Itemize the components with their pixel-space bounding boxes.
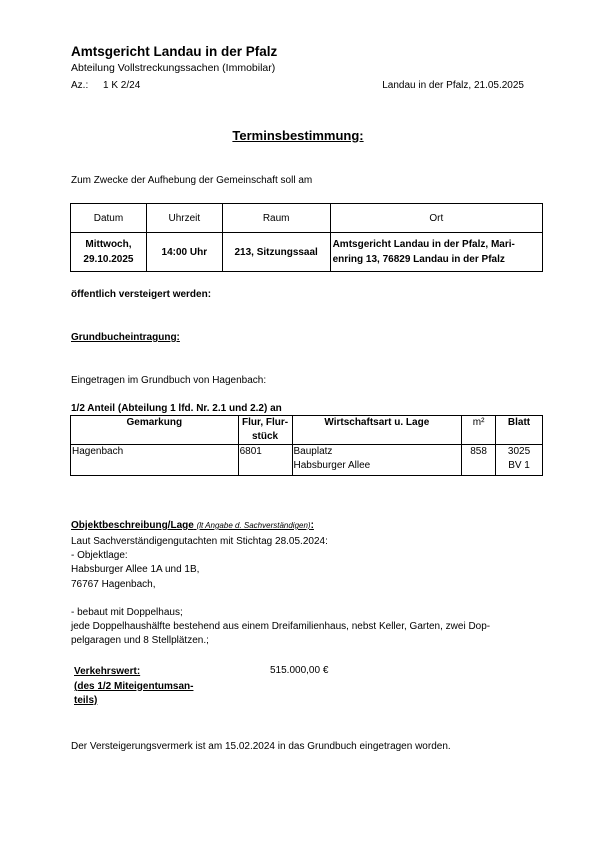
header-flur-line1: Flur, Flur-	[241, 417, 289, 428]
department: Abteilung Vollstreckungssachen (Immobilar)	[71, 62, 276, 74]
land-register-row	[71, 445, 543, 476]
object-heading-note: (lt Angabe d. Sachverständigen)	[196, 521, 311, 530]
header-blatt: Blatt	[496, 416, 543, 445]
file-number: 1 K 2/24	[103, 80, 141, 91]
blatt-line1: 3025	[507, 446, 531, 457]
object-line: 76767 Hagenbach,	[71, 578, 156, 590]
cell-flur: 6801	[238, 445, 292, 476]
header-gemarkung: Gemarkung	[71, 416, 239, 445]
datum-line2: 29.10.2025	[83, 254, 134, 265]
document-title: Terminsbestimmung:	[232, 128, 364, 143]
object-description-heading	[71, 520, 314, 531]
court-name: Amtsgericht Landau in der Pfalz	[71, 44, 278, 59]
header-uhrzeit: Uhrzeit	[146, 204, 222, 233]
header-flur-line2: stück	[251, 431, 279, 442]
ort-line1: Amtsgericht Landau in der Pfalz, Mari-	[332, 239, 515, 250]
market-value-line1: Verkehrswert:	[74, 666, 141, 677]
object-heading-colon: :	[310, 520, 314, 531]
object-line	[71, 592, 490, 606]
cell-blatt	[496, 445, 543, 476]
object-heading-text: Objektbeschreibung/Lage	[71, 520, 194, 531]
datum-line1: Mittwoch,	[85, 239, 132, 250]
land-register-table	[70, 415, 543, 476]
cell-gemarkung: Hagenbach	[71, 445, 239, 476]
appointment-table	[70, 203, 543, 272]
market-value: 515.000,00 €	[270, 665, 329, 676]
object-line: - Objektlage:	[71, 550, 128, 562]
header-m2: m²	[462, 416, 496, 445]
blatt-line2: BV 1	[508, 460, 530, 471]
object-line: Laut Sachverständigengutachten mit Stichtag 28.05.2024:	[71, 536, 328, 547]
cell-datum	[71, 233, 147, 272]
auction-statement: öffentlich versteigert werden:	[71, 289, 212, 300]
object-description	[71, 535, 490, 649]
header-datum: Datum	[71, 204, 147, 233]
cell-raum: 213, Sitzungssaal	[222, 233, 330, 272]
wirtschaft-line1: Bauplatz	[293, 446, 333, 457]
cell-uhrzeit: 14:00 Uhr	[146, 233, 222, 272]
object-line: jede Doppelhaushälfte bestehend aus einem Dreifamilienhaus, nebst Keller, Garten, zwei Dop-	[71, 621, 491, 633]
wirtschaft-line2: Habsburger Allee	[293, 460, 371, 471]
file-number-label: Az.:	[71, 80, 89, 91]
land-register-heading: Grundbucheintragung:	[71, 332, 180, 343]
cell-m2: 858	[462, 445, 496, 476]
object-line: Habsburger Allee 1A und 1B,	[71, 564, 200, 576]
header-wirtschaftsart: Wirtschaftsart u. Lage	[292, 416, 462, 445]
header-ort: Ort	[330, 204, 542, 233]
header-flur	[238, 416, 292, 445]
cell-wirtschaftsart	[292, 445, 462, 476]
market-value-line2: (des 1/2 Miteigentumsan-	[74, 680, 194, 692]
land-register-text: Eingetragen im Grundbuch von Hagenbach:	[71, 375, 267, 386]
cell-ort	[330, 233, 542, 272]
appointment-value-row	[71, 233, 543, 272]
place-date: Landau in der Pfalz, 21.05.2025	[382, 80, 524, 91]
header-raum: Raum	[222, 204, 330, 233]
market-value-label	[74, 665, 193, 709]
market-value-line3: teils)	[74, 695, 98, 706]
ort-line2: enring 13, 76829 Landau in der Pfalz	[332, 254, 505, 265]
share-text: 1/2 Anteil (Abteilung 1 lfd. Nr. 2.1 und 2.2) an	[71, 403, 282, 414]
intro-text: Zum Zwecke der Aufhebung der Gemeinschaft soll am	[71, 175, 313, 186]
appointment-header-row	[71, 204, 543, 233]
land-register-header-row	[71, 416, 543, 445]
auction-note: Der Versteigerungsvermerk ist am 15.02.2024 in das Grundbuch eingetragen worden.	[71, 741, 451, 752]
object-line: pelgaragen und 8 Stellplätzen.;	[71, 635, 209, 647]
object-line: - bebaut mit Doppelhaus;	[71, 607, 183, 619]
